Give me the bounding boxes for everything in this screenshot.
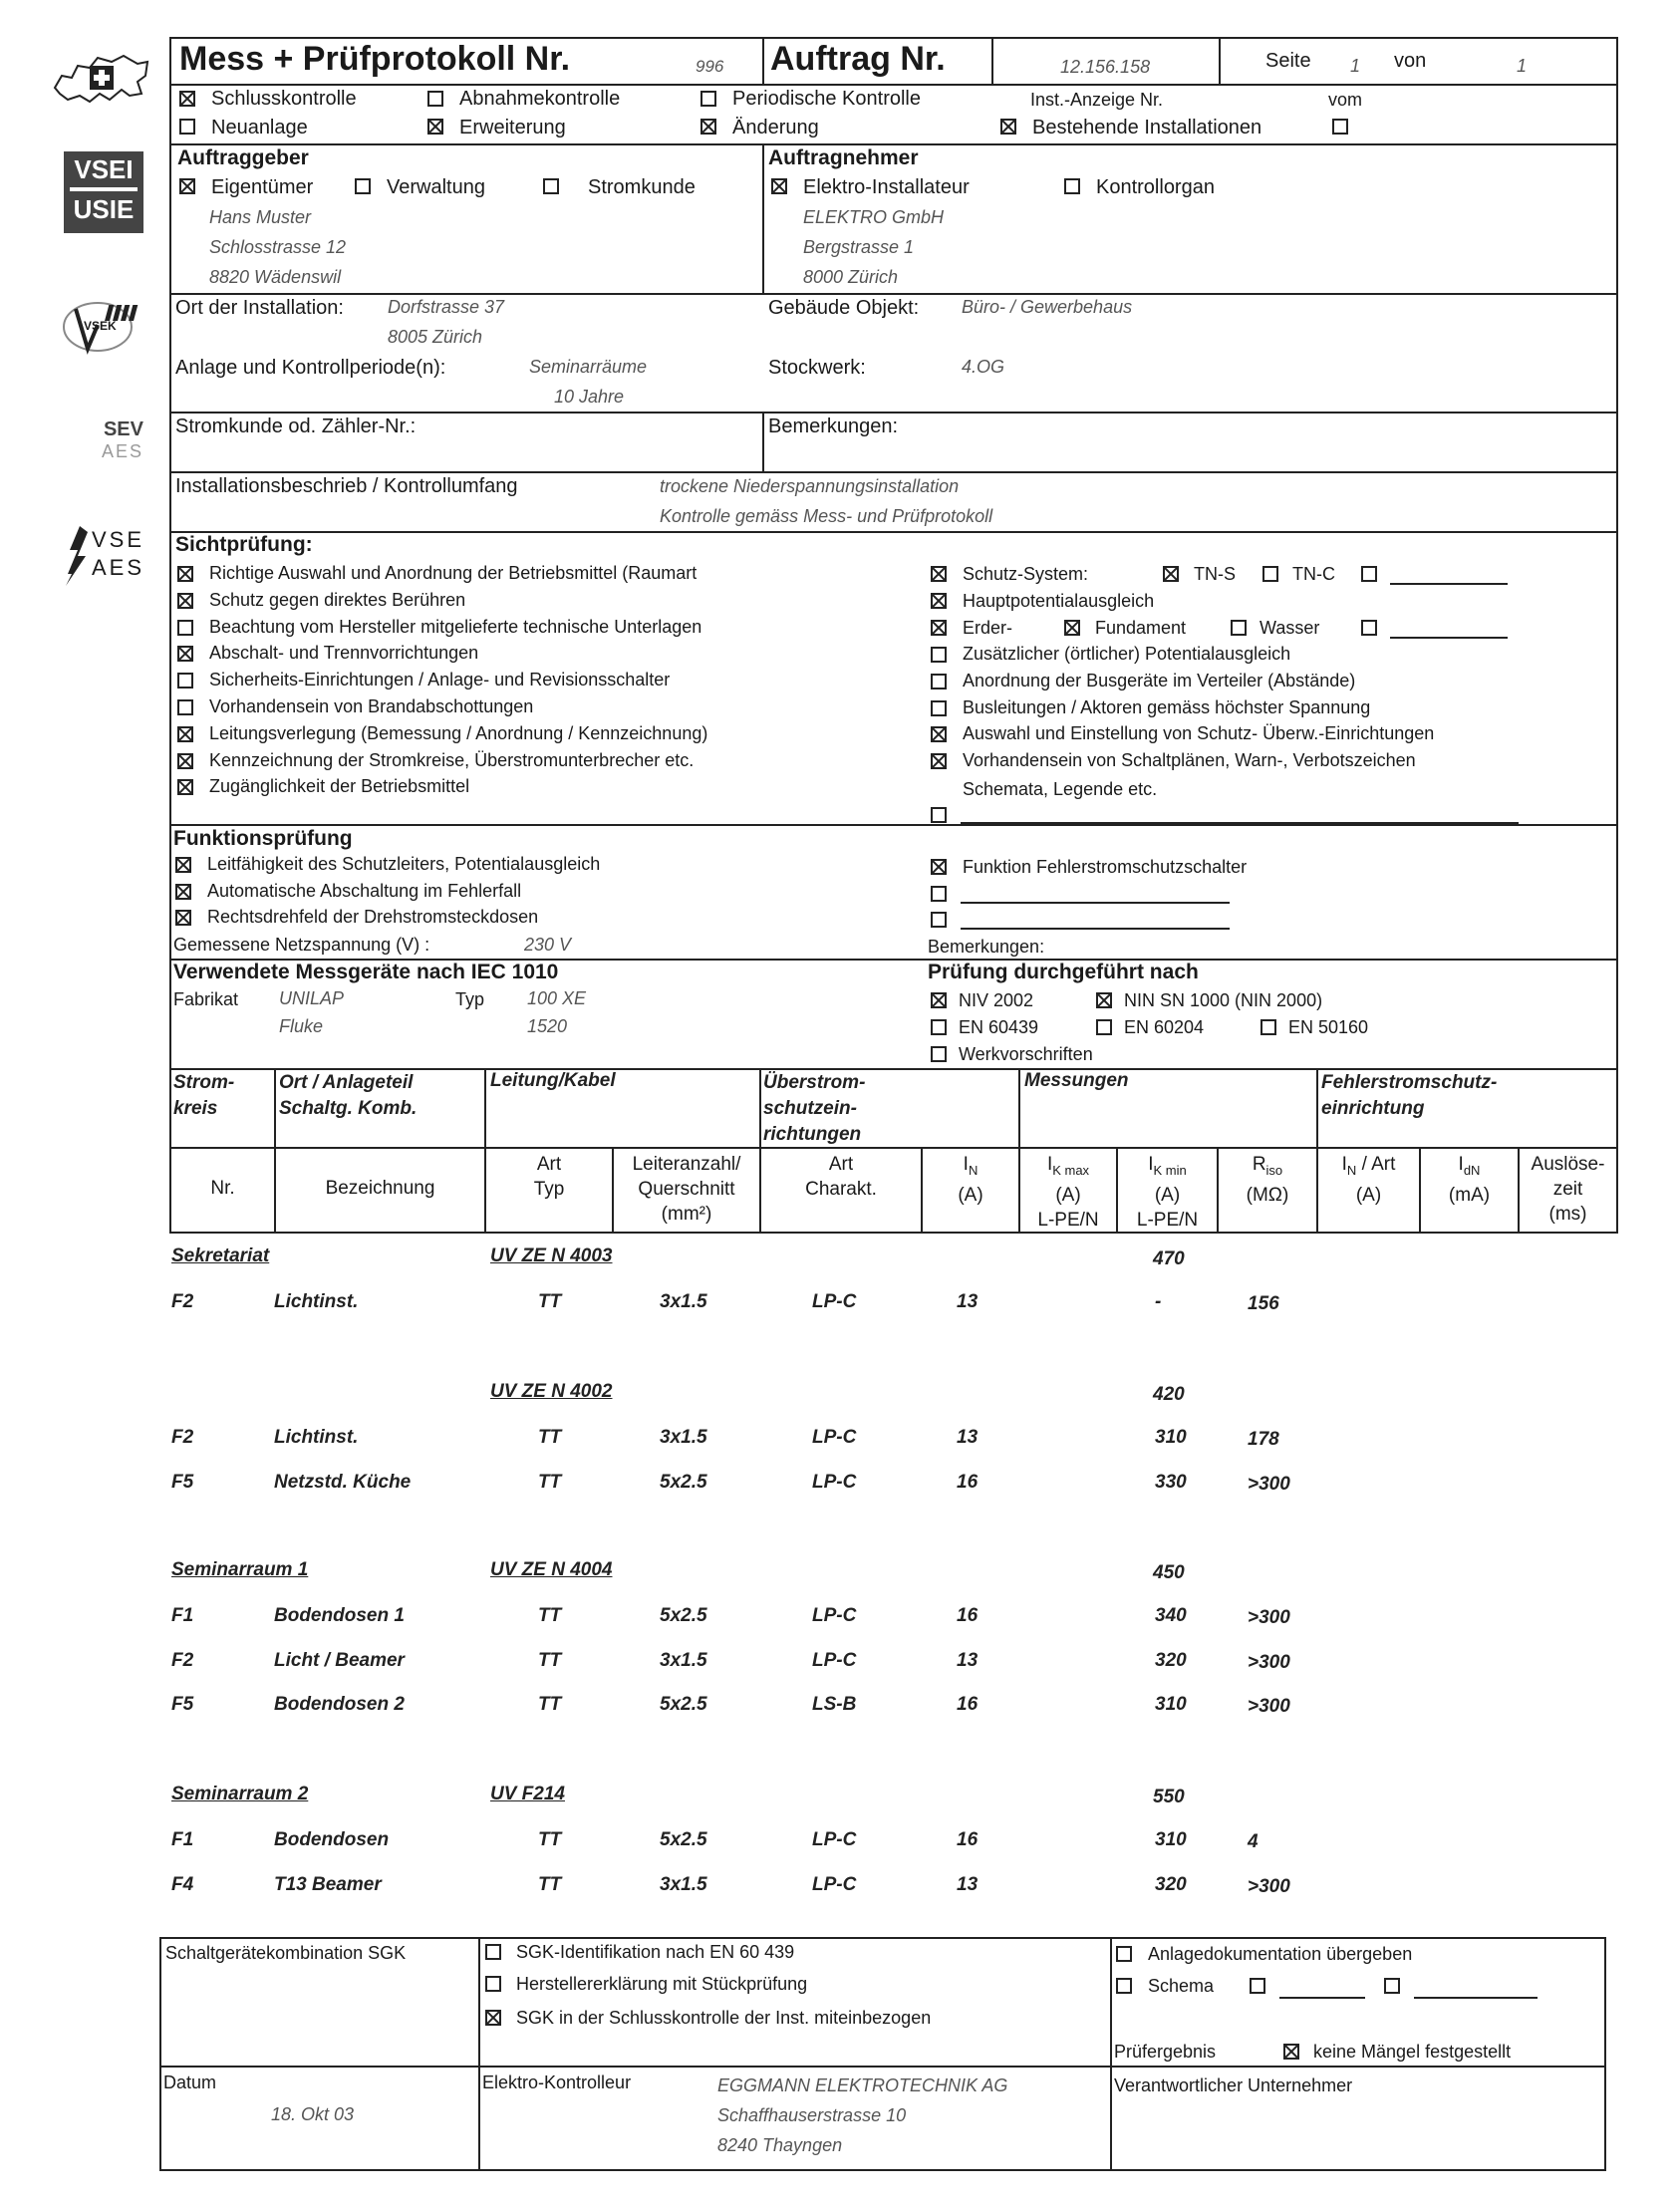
protocol-title: Mess + Prüfprotokoll Nr. [179, 40, 571, 78]
th-in-art-unit: (A) [1355, 1184, 1382, 1206]
th-idn-unit: (mA) [1448, 1184, 1491, 1206]
row-art-typ: TT [538, 1649, 562, 1671]
checkbox-verwaltung[interactable] [355, 178, 371, 194]
row-riso: >300 [1248, 1607, 1290, 1628]
label-funktion-3: Rechtsdrehfeld der Drehstromsteckdosen [207, 907, 539, 927]
checkbox-aenderung[interactable] [700, 119, 716, 135]
device-2-fabrikat: Fluke [279, 1016, 324, 1036]
checkbox-sicht-right-2[interactable] [931, 674, 947, 690]
row-ikmin: 340 [1155, 1605, 1187, 1626]
checkbox-erder-other[interactable] [1361, 620, 1377, 636]
gebaeude-value: Büro- / Gewerbehaus [962, 297, 1133, 317]
row-charakt: LP-C [812, 1471, 857, 1493]
row-riso: >300 [1248, 1473, 1290, 1495]
label-funktion-1: Leitfähigkeit des Schutzleiters, Potentialausgleich [207, 854, 601, 874]
auftraggeber-street: Schlosstrasse 12 [209, 237, 347, 257]
label-schema: Schema [1148, 1976, 1215, 1996]
checkbox-sicht-left-3[interactable] [177, 620, 193, 636]
row-bezeichnung: Bodendosen [274, 1829, 390, 1850]
row-art-typ: TT [538, 1291, 562, 1312]
typ-label: Typ [455, 989, 485, 1009]
label-sgk-identifikation: SGK-Identifikation nach EN 60 439 [516, 1942, 795, 1962]
blank-schema-other-1[interactable] [1279, 1997, 1365, 1999]
row-art-typ: TT [538, 1873, 562, 1895]
checkbox-sicht-other[interactable] [931, 807, 947, 823]
stockwerk-label: Stockwerk: [768, 357, 866, 379]
label-en-60439: EN 60439 [959, 1017, 1039, 1037]
label-sicht-right-2: Anordnung der Busgeräte im Verteiler (Abstände) [963, 670, 1356, 690]
row-ikmin: 310 [1155, 1427, 1187, 1448]
checkbox-kontrollorgan[interactable] [1064, 178, 1080, 194]
th-riso-unit: (MΩ) [1246, 1184, 1289, 1206]
auftraggeber-name: Hans Muster [209, 207, 312, 227]
label-keine-maengel: keine Mängel festgestellt [1313, 2042, 1512, 2062]
label-bestehende-installationen: Bestehende Installationen [1032, 117, 1262, 138]
aes-text-2: AES [92, 555, 145, 580]
pruefergebnis-label: Prüfergebnis [1114, 2042, 1217, 2062]
ort-street: Dorfstrasse 37 [388, 297, 505, 317]
row-bezeichnung: Bodendosen 2 [274, 1694, 405, 1715]
row-bezeichnung: T13 Beamer [274, 1873, 382, 1895]
funk-bemerkungen-label: Bemerkungen: [928, 937, 1045, 957]
group-distribution: UV ZE N 4003 [490, 1245, 613, 1266]
kontrolleur-street: Schaffhauserstrasse 10 [717, 2105, 907, 2125]
th-leitung: Leitung/Kabel [490, 1070, 616, 1091]
row-nr: F2 [171, 1291, 194, 1312]
label-schutz-system: Schutz-System: [963, 564, 1089, 584]
datum-value: 18. Okt 03 [271, 2104, 355, 2124]
label-herstellererklaerung: Herstellererklärung mit Stückprüfung [516, 1974, 808, 1994]
row-ikmin: 320 [1155, 1649, 1187, 1671]
label-fundament: Fundament [1095, 618, 1187, 638]
checkbox-werkvorschriften[interactable] [931, 1046, 947, 1062]
row-charakt: LP-C [812, 1291, 857, 1312]
group-distribution: UV ZE N 4004 [490, 1559, 613, 1580]
checkbox-funk-other-1[interactable] [931, 886, 947, 902]
label-sgk-schlusskontrolle: SGK in der Schlusskontrolle der Inst. miteinbezogen [516, 2008, 932, 2028]
row-nr: F2 [171, 1649, 194, 1671]
checkbox-sicht-left-8[interactable] [177, 753, 193, 769]
vsek-text: VSEK [84, 319, 117, 333]
row-charakt: LS-B [812, 1694, 857, 1715]
row-nr: F4 [171, 1873, 194, 1895]
row-riso: 178 [1248, 1429, 1279, 1450]
checkbox-en-60204[interactable] [1096, 1019, 1112, 1035]
row-charakt: LP-C [812, 1649, 857, 1671]
checkbox-schema-other-1[interactable] [1250, 1978, 1265, 1994]
blank-funk-other-1[interactable] [961, 902, 1230, 904]
row-leiter: 5x2.5 [660, 1829, 707, 1850]
row-charakt: LP-C [812, 1829, 857, 1850]
protocol-number: 996 [696, 57, 724, 76]
th-fehlerstrom: Fehlerstromschutz- einrichtung [1321, 1072, 1498, 1119]
checkbox-keine-maengel[interactable] [1283, 2044, 1299, 2060]
row-charakt: LP-C [812, 1427, 857, 1448]
auftraggeber-city: 8820 Wädenswil [209, 267, 342, 287]
checkbox-abnahmekontrolle[interactable] [427, 91, 443, 107]
group-name: Sekretariat [171, 1245, 270, 1266]
row-bezeichnung: Bodendosen 1 [274, 1605, 405, 1626]
label-hauptpotential: Hauptpotentialausgleich [963, 591, 1155, 611]
beschrieb-line2: Kontrolle gemäss Mess- und Prüfprotokoll [660, 506, 993, 526]
periode-value: 10 Jahre [554, 387, 625, 407]
checkbox-schutz-system[interactable] [931, 566, 947, 582]
row-nr: F1 [171, 1605, 194, 1626]
label-sicht-left-9: Zugänglichkeit der Betriebsmittel [209, 776, 470, 797]
blank-erder-other[interactable] [1390, 637, 1508, 639]
th-in: $I_N$ (A) [958, 1154, 983, 1206]
usie-text: USIE [73, 194, 135, 224]
checkbox-sicht-left-1[interactable] [177, 566, 193, 582]
label-sicht-left-7: Leitungsverlegung (Bemessung / Anordnung / Kennzeichnung) [209, 722, 708, 743]
blank-sicht-other[interactable] [961, 822, 1519, 824]
th-riso: $R_{iso}$ (MΩ) [1246, 1154, 1289, 1206]
funktionspruefung-heading: Funktionsprüfung [173, 827, 353, 850]
messgeraete-heading: Verwendete Messgeräte nach IEC 1010 [173, 961, 559, 983]
row-in: 16 [957, 1829, 979, 1850]
checkbox-erder[interactable] [931, 620, 947, 636]
label-verwaltung: Verwaltung [387, 176, 485, 198]
label-niv-2002: NIV 2002 [959, 990, 1034, 1010]
row-art-typ: TT [538, 1605, 562, 1626]
group-ik-value: 470 [1153, 1248, 1185, 1269]
checkbox-tn-c[interactable] [1262, 566, 1278, 582]
row-ikmin: 310 [1155, 1829, 1187, 1850]
label-neuanlage: Neuanlage [211, 117, 308, 138]
sev-aes-logo [64, 418, 143, 464]
row-ikmin: 330 [1155, 1471, 1187, 1493]
row-in: 13 [957, 1873, 979, 1895]
row-in: 16 [957, 1694, 979, 1715]
vse-text: VSE [92, 527, 145, 552]
label-erder: Erder- [963, 618, 1013, 638]
checkbox-schema-other-2[interactable] [1384, 1978, 1400, 1994]
row-in: 13 [957, 1649, 979, 1671]
group-distribution: UV ZE N 4002 [490, 1381, 613, 1402]
row-ikmin: 320 [1155, 1873, 1187, 1895]
auftragnehmer-street: Bergstrasse 1 [803, 237, 915, 257]
th-ausloesezeit: Auslöse- zeit (ms) [1531, 1154, 1605, 1225]
label-sicht-left-3: Beachtung vom Hersteller mitgelieferte technische Unterlagen [209, 616, 702, 637]
label-wasser: Wasser [1260, 618, 1320, 638]
bemerkungen-label: Bemerkungen: [768, 415, 899, 437]
label-periodische-kontrolle: Periodische Kontrolle [732, 88, 921, 110]
auftragnehmer-name: ELEKTRO GmbH [803, 207, 945, 227]
checkbox-bestehende-installationen[interactable] [1000, 119, 1016, 135]
label-sicht-right-5: Vorhandensein von Schaltplänen, Warn-, Verbotszeichen [963, 750, 1416, 771]
label-sicht-left-1: Richtige Auswahl und Anordnung der Betriebsmittel (Raumart [209, 563, 698, 583]
checkbox-funktion-1[interactable] [175, 857, 191, 873]
row-bezeichnung: Lichtinst. [274, 1291, 359, 1312]
th-in-art: $I_N$ / Art (A) [1341, 1154, 1396, 1206]
label-abnahmekontrolle: Abnahmekontrolle [459, 88, 621, 110]
row-ikmin: - [1155, 1291, 1162, 1312]
th-idn-sub: dN [1463, 1162, 1481, 1178]
label-aenderung: Änderung [732, 117, 819, 138]
checkbox-sicht-left-5[interactable] [177, 673, 193, 689]
vse-aes-logo [66, 526, 145, 586]
device-1-fabrikat: UNILAP [279, 988, 345, 1008]
checkbox-sicht-right-1[interactable] [931, 647, 947, 663]
checkbox-tn-s[interactable] [1163, 566, 1179, 582]
th-ueberstrom: Überstrom- schutzein- richtungen [763, 1072, 866, 1145]
row-leiter: 5x2.5 [660, 1471, 707, 1493]
th-ikmax-sub: K max [1052, 1162, 1090, 1178]
vsei-usie-logo [64, 151, 143, 233]
group-ik-value: 420 [1153, 1384, 1185, 1405]
row-riso: 156 [1248, 1293, 1279, 1314]
label-elektro-installateur: Elektro-Installateur [803, 176, 970, 198]
checkbox-hauptpotential[interactable] [931, 593, 947, 609]
sev-text: SEV [103, 418, 143, 440]
checkbox-nin-sn-1000[interactable] [1096, 992, 1112, 1008]
checkbox-periodische-kontrolle[interactable] [700, 91, 716, 107]
row-nr: F1 [171, 1829, 194, 1850]
label-erweiterung: Erweiterung [459, 117, 566, 138]
device-2-typ: 1520 [527, 1016, 568, 1036]
th-in-sub: N [968, 1162, 979, 1178]
row-leiter: 5x2.5 [660, 1694, 707, 1715]
th-stromkreis: Strom- kreis [173, 1072, 235, 1119]
row-riso: >300 [1248, 1651, 1290, 1673]
th-nr: Nr. [210, 1178, 235, 1199]
checkbox-schlusskontrolle[interactable] [179, 91, 195, 107]
row-charakt: LP-C [812, 1873, 857, 1895]
order-label: Auftrag Nr. [770, 40, 946, 78]
label-sicht-right-4: Auswahl und Einstellung von Schutz- Überw.-Einrichtungen [963, 723, 1435, 744]
ort-label: Ort der Installation: [175, 297, 344, 319]
checkbox-niv-2002[interactable] [931, 992, 947, 1008]
sichtpruefung-heading: Sichtprüfung: [175, 533, 313, 556]
checkbox-sicht-left-9[interactable] [177, 779, 193, 795]
th-in-unit: (A) [958, 1184, 983, 1206]
th-art-typ: Art Typ [533, 1154, 565, 1200]
vom-label: vom [1328, 90, 1363, 110]
checkbox-schema[interactable] [1116, 1978, 1132, 1994]
th-messungen: Messungen [1024, 1070, 1129, 1091]
checkbox-sicht-left-4[interactable] [177, 646, 193, 662]
row-leiter: 3x1.5 [660, 1873, 707, 1895]
blank-funk-other-2[interactable] [961, 928, 1230, 930]
label-sicht-right-1: Zusätzlicher (örtlicher) Potentialausgleich [963, 644, 1291, 664]
row-leiter: 5x2.5 [660, 1605, 707, 1626]
unternehmer-label: Verantwortlicher Unternehmer [1114, 2075, 1353, 2095]
checkbox-elektro-installateur[interactable] [771, 178, 787, 194]
label-sicht-right-3: Busleitungen / Aktoren gemäss höchster Spannung [963, 696, 1371, 717]
th-riso-sub: iso [1265, 1162, 1283, 1178]
stockwerk-value: 4.OG [962, 357, 1005, 377]
ort-city: 8005 Zürich [388, 327, 483, 347]
checkbox-sicht-right-4[interactable] [931, 726, 947, 742]
aes-text: AES [101, 441, 143, 461]
checkbox-neuanlage[interactable] [179, 119, 195, 135]
label-funktion-2: Automatische Abschaltung im Fehlerfall [207, 880, 522, 901]
checkbox-eigentuemer[interactable] [179, 178, 195, 194]
row-art-typ: TT [538, 1694, 562, 1715]
auftragnehmer-heading: Auftragnehmer [768, 146, 919, 169]
th-in-art-text: / Art [1361, 1154, 1396, 1175]
row-leiter: 3x1.5 [660, 1291, 707, 1312]
checkbox-funk-other-2[interactable] [931, 912, 947, 928]
checkbox-anlagedokumentation[interactable] [1116, 1946, 1132, 1962]
auftragnehmer-city: 8000 Zürich [803, 267, 899, 287]
label-tn-c: TN-C [1292, 564, 1335, 584]
group-name: Seminarraum 2 [171, 1784, 309, 1804]
page-label: Seite [1265, 50, 1311, 72]
swiss-map-logo [50, 48, 154, 108]
checkbox-sicht-right-5[interactable] [931, 753, 947, 769]
row-art-typ: TT [538, 1829, 562, 1850]
label-schlusskontrolle: Schlusskontrolle [211, 88, 357, 110]
label-sicht-left-5: Sicherheits-Einrichtungen / Anlage- und Revisionsschalter [209, 670, 671, 690]
row-riso: >300 [1248, 1696, 1290, 1717]
inst-anzeige-label: Inst.-Anzeige Nr. [1030, 90, 1164, 110]
checkbox-herstellererklaerung[interactable] [485, 1976, 501, 1992]
order-number: 12.156.158 [1060, 57, 1151, 77]
checkbox-fi-funktion[interactable] [931, 859, 947, 875]
label-eigentuemer: Eigentümer [211, 176, 314, 198]
checkbox-stromkunde[interactable] [543, 178, 559, 194]
checkbox-funktion-3[interactable] [175, 910, 191, 926]
group-ik-value: 550 [1153, 1787, 1185, 1807]
label-nin-sn-1000: NIN SN 1000 (NIN 2000) [1124, 990, 1323, 1010]
th-ort: Ort / Anlageteil Schaltg. Komb. [279, 1072, 418, 1119]
label-tn-s: TN-S [1194, 564, 1236, 584]
of-label: von [1394, 50, 1427, 72]
page-number: 1 [1350, 56, 1361, 76]
vsek-logo [58, 295, 152, 357]
kontrolleur-label: Elektro-Kontrolleur [482, 2072, 632, 2092]
checkbox-sicht-right-3[interactable] [931, 700, 947, 716]
kontrolleur-name: EGGMANN ELEKTROTECHNIK AG [717, 2075, 1008, 2095]
row-bezeichnung: Licht / Beamer [274, 1649, 405, 1671]
row-riso: >300 [1248, 1875, 1290, 1897]
label-fi-funktion: Funktion Fehlerstromschutzschalter [963, 857, 1248, 877]
checkbox-wasser[interactable] [1231, 620, 1247, 636]
row-leiter: 3x1.5 [660, 1649, 707, 1671]
row-art-typ: TT [538, 1471, 562, 1493]
anlage-label: Anlage und Kontrollperiode(n): [175, 357, 446, 379]
beschrieb-label: Installationsbeschrieb / Kontrollumfang [175, 475, 518, 497]
blank-schutz-other[interactable] [1390, 583, 1508, 585]
row-bezeichnung: Lichtinst. [274, 1427, 359, 1448]
th-leiteranzahl: Leiteranzahl/ Querschnitt (mm²) [632, 1154, 741, 1225]
th-ikmax: $I_{K max}$ (A) L-PE/N [1037, 1154, 1099, 1231]
row-in: 16 [957, 1605, 979, 1626]
checkbox-vom[interactable] [1332, 119, 1348, 135]
row-nr: F5 [171, 1694, 194, 1715]
group-ik-value: 450 [1153, 1562, 1185, 1583]
label-stromkunde: Stromkunde [588, 176, 696, 198]
row-bezeichnung: Netzstd. Küche [274, 1471, 412, 1493]
checkbox-fundament[interactable] [1064, 620, 1080, 636]
row-nr: F5 [171, 1471, 194, 1493]
checkbox-en-50160[interactable] [1260, 1019, 1276, 1035]
label-sicht-left-8: Kennzeichnung der Stromkreise, Überstromunterbrecher etc. [209, 749, 695, 770]
row-leiter: 3x1.5 [660, 1427, 707, 1448]
gebaeude-label: Gebäude Objekt: [768, 297, 920, 319]
label-anlagedokumentation: Anlagedokumentation übergeben [1148, 1944, 1413, 1964]
row-ikmin: 310 [1155, 1694, 1187, 1715]
th-ikmax-unit: (A) L-PE/N [1037, 1184, 1099, 1231]
page-total: 1 [1517, 56, 1528, 76]
blank-schema-other-2[interactable] [1414, 1997, 1538, 1999]
anlage-value: Seminarräume [529, 357, 648, 377]
th-idn: $I_{dN}$ (mA) [1448, 1154, 1491, 1206]
netzspannung-label: Gemessene Netzspannung (V) : [173, 935, 430, 955]
checkbox-funktion-2[interactable] [175, 884, 191, 900]
label-schemata-legende: Schemata, Legende etc. [963, 779, 1158, 799]
fabrikat-label: Fabrikat [173, 989, 239, 1009]
group-name: Seminarraum 1 [171, 1559, 309, 1580]
auftraggeber-heading: Auftraggeber [177, 146, 309, 169]
th-ikmin-unit: (A) L-PE/N [1136, 1184, 1199, 1231]
checkbox-sgk-identifikation[interactable] [485, 1944, 501, 1960]
label-en-50160: EN 50160 [1288, 1017, 1369, 1037]
row-in: 13 [957, 1427, 979, 1448]
row-in: 13 [957, 1291, 979, 1312]
th-in-art-sub: N [1346, 1162, 1357, 1178]
th-ikmin-sub: K min [1153, 1162, 1187, 1178]
datum-label: Datum [163, 2072, 217, 2092]
checkbox-sicht-left-7[interactable] [177, 726, 193, 742]
row-art-typ: TT [538, 1427, 562, 1448]
checkbox-erweiterung[interactable] [427, 119, 443, 135]
label-werkvorschriften: Werkvorschriften [959, 1044, 1093, 1064]
label-en-60204: EN 60204 [1124, 1017, 1205, 1037]
row-charakt: LP-C [812, 1605, 857, 1626]
row-in: 16 [957, 1471, 979, 1493]
checkbox-sicht-left-6[interactable] [177, 699, 193, 715]
checkbox-sicht-left-2[interactable] [177, 593, 193, 609]
netzspannung-value: 230 V [524, 935, 572, 955]
stromkunde-zaehler-label: Stromkunde od. Zähler-Nr.: [175, 415, 417, 437]
kontrolleur-city: 8240 Thayngen [717, 2135, 843, 2155]
vsei-text: VSEI [74, 154, 134, 184]
label-sicht-left-4: Abschalt- und Trennvorrichtungen [209, 643, 479, 664]
group-distribution: UV F214 [490, 1784, 565, 1804]
row-nr: F2 [171, 1427, 194, 1448]
row-riso: 4 [1248, 1831, 1259, 1852]
label-kontrollorgan: Kontrollorgan [1096, 176, 1215, 198]
beschrieb-line1: trockene Niederspannungsinstallation [660, 476, 960, 496]
th-bezeichnung: Bezeichnung [325, 1178, 435, 1199]
label-sicht-left-6: Vorhandensein von Brandabschottungen [209, 696, 534, 716]
sgk-label: Schaltgerätekombination SGK [165, 1943, 407, 1963]
checkbox-sgk-schlusskontrolle[interactable] [485, 2010, 501, 2026]
device-1-typ: 100 XE [527, 988, 587, 1008]
pruefung-heading: Prüfung durchgeführt nach [928, 961, 1199, 983]
th-art-charakt: Art Charakt. [805, 1154, 877, 1200]
th-ikmin: $I_{K min}$ (A) L-PE/N [1136, 1154, 1199, 1231]
checkbox-schutz-other[interactable] [1361, 566, 1377, 582]
label-sicht-left-2: Schutz gegen direktes Berühren [209, 589, 466, 610]
checkbox-en-60439[interactable] [931, 1019, 947, 1035]
